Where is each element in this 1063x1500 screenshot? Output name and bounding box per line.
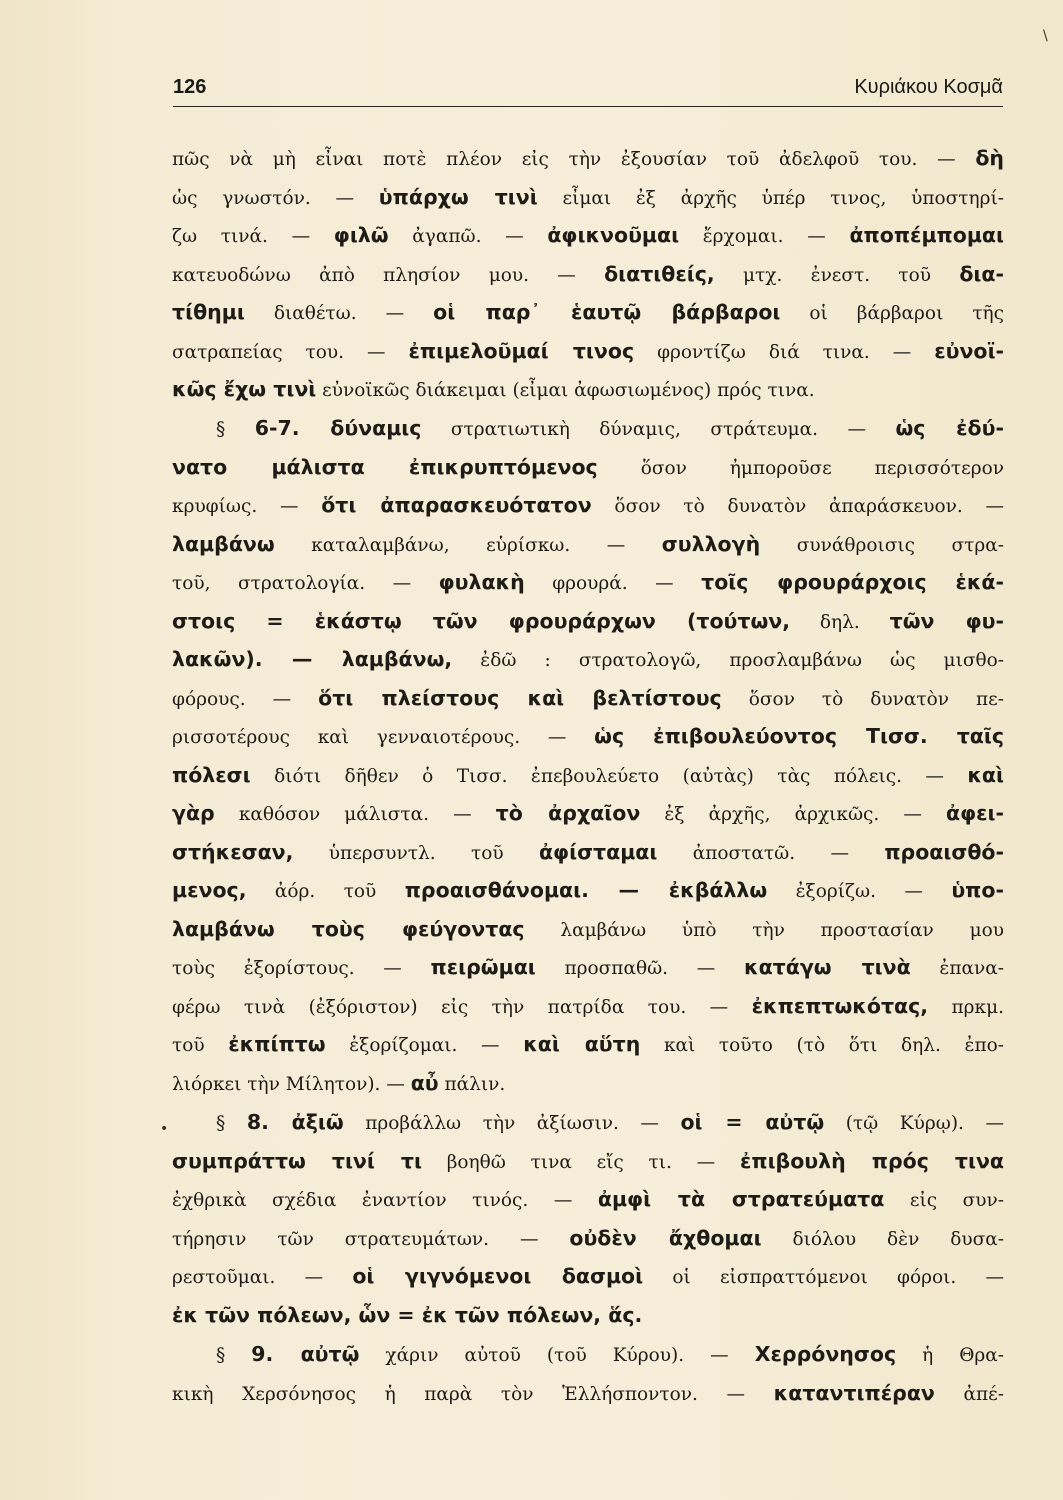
headword: καταντιπέραν [773, 1380, 935, 1405]
headword: 6-7. δύναμις [254, 416, 422, 440]
text-line [172, 256, 1004, 292]
margin-tick-mark: \ [1043, 28, 1048, 44]
text-line [172, 1297, 1004, 1333]
gloss-text: τοῦ, στρατολογία. — [172, 573, 439, 594]
headword: ὡς ἐπιβουλεύοντος Τισσ. ταῖς [594, 724, 1005, 748]
gloss-text: χάριν αὐτοῦ (τοῦ Κύρου). — [359, 1345, 755, 1366]
gloss-text: προσπαθῶ. — [535, 958, 744, 979]
text-line [172, 1220, 1004, 1256]
headword: στήκεσαν, [172, 839, 294, 864]
gloss-text: φόρους. — [172, 688, 319, 710]
gloss-text: ἀγαπῶ. — [388, 226, 548, 247]
gloss-text: εὐνοϊκῶς διάκειμαι (εἶμαι ἀφωσιωμένος) πρός τινα. [316, 380, 815, 401]
text-line [172, 1143, 1004, 1179]
gloss-text: διότι δῆθεν ὁ Τισσ. ἐπεβουλεύετο (αὐτὰς) τὰς πόλεις. — [250, 765, 968, 787]
headword: φυλακὴ [438, 570, 525, 594]
gloss-text: ἀποστατῶ. — [657, 842, 885, 864]
headword: 8. ἀξιῶ [246, 1110, 344, 1134]
text-line [172, 988, 1004, 1024]
headword: ὅτι πλείστους καὶ βελτίστους [318, 685, 722, 710]
text-line [172, 1181, 1004, 1217]
headword: λαμβάνω τοὺς φεύγοντας [172, 916, 525, 941]
headword: οἱ παρ᾽ ἑαυτῷ βάρβαροι [433, 300, 781, 324]
gloss-text: ἀπέ- [934, 1383, 1004, 1405]
header-rule [173, 106, 1003, 107]
headword: λακῶν). — λαμβάνω, [172, 647, 453, 671]
headword: διατιθείς, [604, 261, 715, 286]
gloss-text: πῶς νὰ μὴ εἶναι ποτὲ πλέον εἰς τὴν ἐξουσίαν τοῦ ἀδελφοῦ του. — [172, 149, 976, 170]
text-line [172, 1375, 1004, 1411]
headword: ἀποπέμπομαι [849, 223, 1004, 247]
gloss-text: ρισσοτέρους καὶ γενναιοτέρους. — [172, 727, 595, 748]
gloss-text: ἐχθρικὰ σχέδια ἐναντίον τινός. — [172, 1190, 598, 1211]
gloss-text: τήρησιν τῶν στρατευμάτων. — [172, 1228, 570, 1250]
gloss-text: στρατιωτικὴ δύναμις, στράτευμα. — [421, 419, 896, 440]
text-line [172, 603, 1004, 639]
text-line [172, 217, 1004, 253]
headword: ἐπιβουλὴ πρός τινα [739, 1148, 1004, 1173]
text-line [172, 564, 1004, 600]
headword: ἀφίσταμαι [538, 839, 658, 864]
section-heading-line [172, 410, 1004, 446]
headword: πειρῶμαι [430, 955, 536, 979]
headword: τοῖς φρουράρχοις ἑκά- [701, 570, 1005, 594]
gloss-text: ἐξορίζω. — [767, 881, 952, 902]
headword: ὑπάρχω τινὶ [378, 184, 538, 209]
headword: συμπράττω τινί τι [172, 1148, 422, 1173]
gloss-text: διόλου δὲν δυσα- [761, 1228, 1004, 1250]
headword: ἐκπεπτωκότας, [751, 993, 929, 1018]
gloss-text: τοῦ [172, 1035, 229, 1056]
headword: αὖ [410, 1070, 439, 1095]
gloss-text: § [216, 1113, 247, 1134]
page-header [173, 76, 1003, 102]
gloss-text: συνάθροισις στρα- [760, 534, 1004, 556]
gloss-text: ἔρχομαι. — [679, 226, 850, 247]
headword: φιλῶ [333, 223, 389, 247]
gloss-text: εἶμαι ἐξ ἀρχῆς ὑπέρ τινος, ὑποστηρί- [537, 187, 1004, 209]
text-line [172, 872, 1004, 908]
gloss-text: διαθέτω. — [244, 303, 434, 324]
gloss-text: ἀόρ. τοῦ [246, 881, 405, 902]
headword: συλλογὴ [661, 531, 761, 556]
headword: νατο μάλιστα ἐπικρυπτόμενος [172, 454, 598, 479]
headword: ἐκ τῶν πόλεων, ὧν = ἐκ τῶν πόλεων, ἅς. [172, 1302, 643, 1327]
gloss-text: προβάλλω τὴν ἀξίωσιν. — [343, 1113, 681, 1134]
text-line [172, 834, 1004, 870]
gloss-text: λαμβάνω ὑπὸ τὴν προστασίαν μου [524, 919, 1004, 941]
text-line [172, 641, 1004, 677]
gloss-text: ἡ Θρα- [896, 1345, 1004, 1366]
headword: ὅτι ἀπαρασκευότατον [321, 493, 592, 517]
text-line [172, 1065, 1004, 1101]
gloss-text: ὑπερσυντλ. τοῦ [293, 842, 539, 864]
gloss-text: μτχ. ἐνεστ. τοῦ [714, 264, 960, 286]
gloss-text: φροντίζω διά τινα. — [634, 341, 935, 363]
headword: κατάγω τινὰ [744, 955, 911, 979]
headword: προαισθό- [884, 839, 1004, 864]
gloss-text: ἐξορίζομαι. — [325, 1035, 524, 1056]
headword: ἀφει- [945, 801, 1005, 825]
gloss-text: ἐπανα- [910, 958, 1004, 979]
margin-dot-mark: • [160, 1121, 169, 1137]
text-line [172, 449, 1004, 485]
text-line [172, 757, 1004, 793]
headword: καὶ αὕτη [523, 1032, 641, 1056]
section-heading-line [172, 1104, 1004, 1140]
text-line [172, 487, 1004, 523]
gloss-text: ὡς γνωστόν. — [172, 187, 379, 209]
text-line [172, 949, 1004, 985]
gloss-text: ὅσον ἠμποροῦσε περισσότερον [597, 457, 1005, 479]
running-title: Κυριάκου Κοσμᾶ [854, 76, 1003, 98]
text-line [172, 526, 1004, 562]
text-line [172, 294, 1004, 330]
text-line [172, 1026, 1004, 1062]
text-line [172, 1258, 1004, 1294]
text-line [172, 911, 1004, 947]
headword: τὸ ἀρχαῖον [495, 801, 641, 825]
gloss-text: κρυφίως. — [172, 496, 322, 517]
gloss-text: ὅσον τὸ δυνατὸν ἀπαράσκευον. — [591, 496, 1004, 517]
headword: στοις = ἑκάστῳ τῶν φρουράρχων (τούτων, [172, 608, 791, 633]
page-number: 126 [173, 76, 207, 98]
headword: πόλεσι [172, 762, 251, 787]
headword: μενος, [172, 878, 247, 902]
headword: ἐπιμελοῦμαί τινος [408, 338, 635, 363]
gloss-text: καὶ τοῦτο (τὸ ὅτι δηλ. ἐπο- [640, 1035, 1004, 1056]
text-line [172, 795, 1004, 831]
headword: καὶ [967, 762, 1004, 787]
gloss-text: καταλαμβάνω, εὑρίσκω. — [274, 534, 662, 556]
headword: οἱ = αὐτῷ [680, 1110, 825, 1134]
gloss-text: πρκμ. [928, 996, 1005, 1018]
gloss-text: φέρω τινὰ (ἐξόριστον) εἰς τὴν πατρίδα του. — [172, 996, 752, 1018]
headword: ἀμφὶ τὰ στρατεύματα [597, 1187, 885, 1211]
gloss-text: καθόσον μάλιστα. — [214, 804, 496, 825]
gloss-text: δηλ. [790, 611, 890, 633]
gloss-text: κικὴ Χερσόνησος ἡ παρὰ τὸν Ἑλλήσποντον. — [172, 1383, 774, 1405]
text-line [172, 333, 1004, 369]
text-line [172, 680, 1004, 716]
headword: οὐδὲν ἄχθομαι [569, 1225, 762, 1250]
gloss-text: (τῷ Κύρῳ). — [824, 1113, 1004, 1134]
headword: δὴ [975, 146, 1004, 170]
text-line [172, 718, 1004, 754]
gloss-text: φρουρά. — [524, 573, 702, 594]
headword: οἱ γιγνόμενοι δασμοὶ [352, 1264, 644, 1288]
gloss-text: πάλιν. [438, 1073, 506, 1095]
gloss-text: ὅσον τὸ δυνατὸν πε- [721, 688, 1004, 710]
text-line [172, 371, 1004, 407]
gloss-text: § [216, 1345, 252, 1366]
headword: Χερρόνησος [754, 1342, 897, 1366]
gloss-text: οἱ εἰσπραττόμενοι φόροι. — [643, 1267, 1004, 1288]
gloss-text: σατραπείας του. — [172, 341, 409, 363]
gloss-text: ζω τινά. — [172, 226, 334, 247]
headword: ἐκπίπτω [228, 1032, 326, 1056]
headword: εὐνοϊ- [934, 338, 1005, 363]
gloss-text: λιόρκει τὴν Μίλητον). — [172, 1073, 411, 1095]
gloss-text: βοηθῶ τινα εἴς τι. — [421, 1151, 740, 1173]
headword: 9. αὐτῷ [251, 1342, 360, 1366]
headword: λαμβάνω [172, 531, 275, 556]
headword: προαισθάνομαι. — ἐκβάλλω [404, 878, 768, 902]
text-line [172, 140, 1004, 176]
headword: τῶν φυ- [889, 608, 1005, 633]
headword: ὑπο- [951, 878, 1004, 902]
headword: δια- [959, 261, 1005, 286]
headword: κῶς ἔχω τινὶ [172, 377, 317, 401]
gloss-text: ἐξ ἀρχῆς, ἀρχικῶς. — [640, 804, 946, 825]
gloss-text: οἱ βάρβαροι τῆς [780, 303, 1005, 324]
text-line [172, 179, 1004, 215]
gloss-text: τοὺς ἐξορίστους. — [172, 958, 431, 979]
section-heading-line [172, 1336, 1004, 1372]
gloss-text: ρεστοῦμαι. — [172, 1267, 353, 1288]
gloss-text: εἰς συν- [884, 1190, 1004, 1211]
gloss-text: κατευοδώνω ἀπὸ πλησίον μου. — [172, 264, 605, 286]
headword: ὡς ἐδύ- [895, 416, 1004, 440]
gloss-text: ἐδῶ : στρατολογῶ, προσλαμβάνω ὡς μισθο- [452, 650, 1004, 671]
headword: γὰρ [172, 801, 215, 825]
headword: ἀφικνοῦμαι [547, 223, 680, 247]
headword: τίθημι [172, 300, 245, 324]
gloss-text: § [216, 419, 255, 440]
